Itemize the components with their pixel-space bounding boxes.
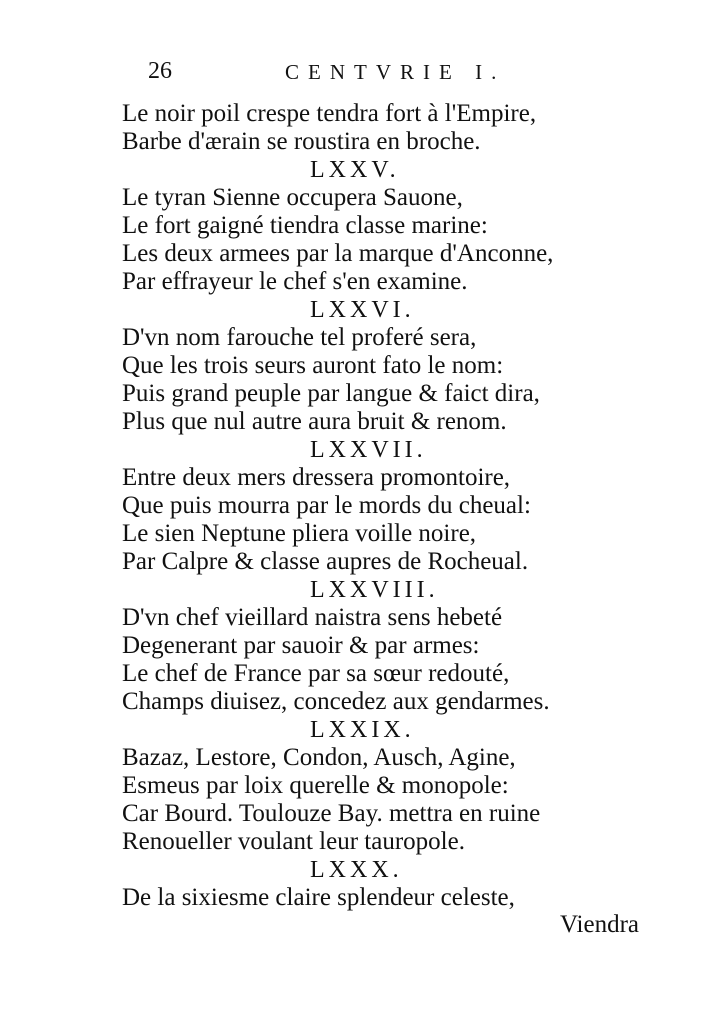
quatrain-heading: LXXVI. [310,297,415,323]
verse-line: Que les trois seurs auront fato le nom: [122,352,504,379]
quatrain-heading: LXXX. [310,857,403,883]
quatrain-heading: LXXVII. [310,437,427,463]
verse-line: Par effrayeur le chef s'en examine. [122,268,468,295]
verse-line: Le noir poil crespe tendra fort à l'Empire, [122,100,537,127]
running-head: CENTVRIE I. [285,60,506,84]
verse-line: Plus que nul autre aura bruit & renom. [122,408,507,435]
catchword: Viendra [560,911,640,938]
verse-line: Le fort gaigné tiendra classe marine: [122,212,488,239]
verse-line: Entre deux mers dressera promontoire, [122,464,511,491]
verse-line: Degenerant par sauoir & par armes: [122,632,480,659]
quatrain-heading: LXXIX. [310,717,415,743]
quatrain-heading: LXXVIII. [310,577,439,603]
verse-line: Car Bourd. Toulouze Bay. mettra en ruine [122,800,541,827]
verse-line: Les deux armees par la marque d'Anconne, [122,240,554,267]
verse-line: Que puis mourra par le mords du cheual: [122,492,531,519]
verse-line: Le tyran Sienne occupera Sauone, [122,184,463,211]
page-number: 26 [148,58,172,84]
quatrain-heading: LXXV. [310,157,400,183]
verse-line: D'vn nom farouche tel proferé sera, [122,324,477,351]
verse-line: Le sien Neptune pliera voille noire, [122,520,477,547]
verse-line: Le chef de France par sa sœur redouté, [122,660,510,687]
verse-line: De la sixiesme claire splendeur celeste, [122,884,515,911]
verse-line: Esmeus par loix querelle & monopole: [122,772,509,799]
verse-line: Puis grand peuple par langue & faict dira, [122,380,540,407]
verse-line: Par Calpre & classe aupres de Rocheual. [122,548,529,575]
verse-line: Renoueller voulant leur tauropole. [122,828,465,855]
page-header [0,58,714,88]
verse-line: D'vn chef vieillard naistra sens hebeté [122,604,503,631]
verse-line: Champs diuisez, concedez aux gendarmes. [122,688,550,715]
verse-line: Bazaz, Lestore, Condon, Ausch, Agine, [122,744,516,771]
verse-line: Barbe d'ærain se roustira en broche. [122,128,481,155]
